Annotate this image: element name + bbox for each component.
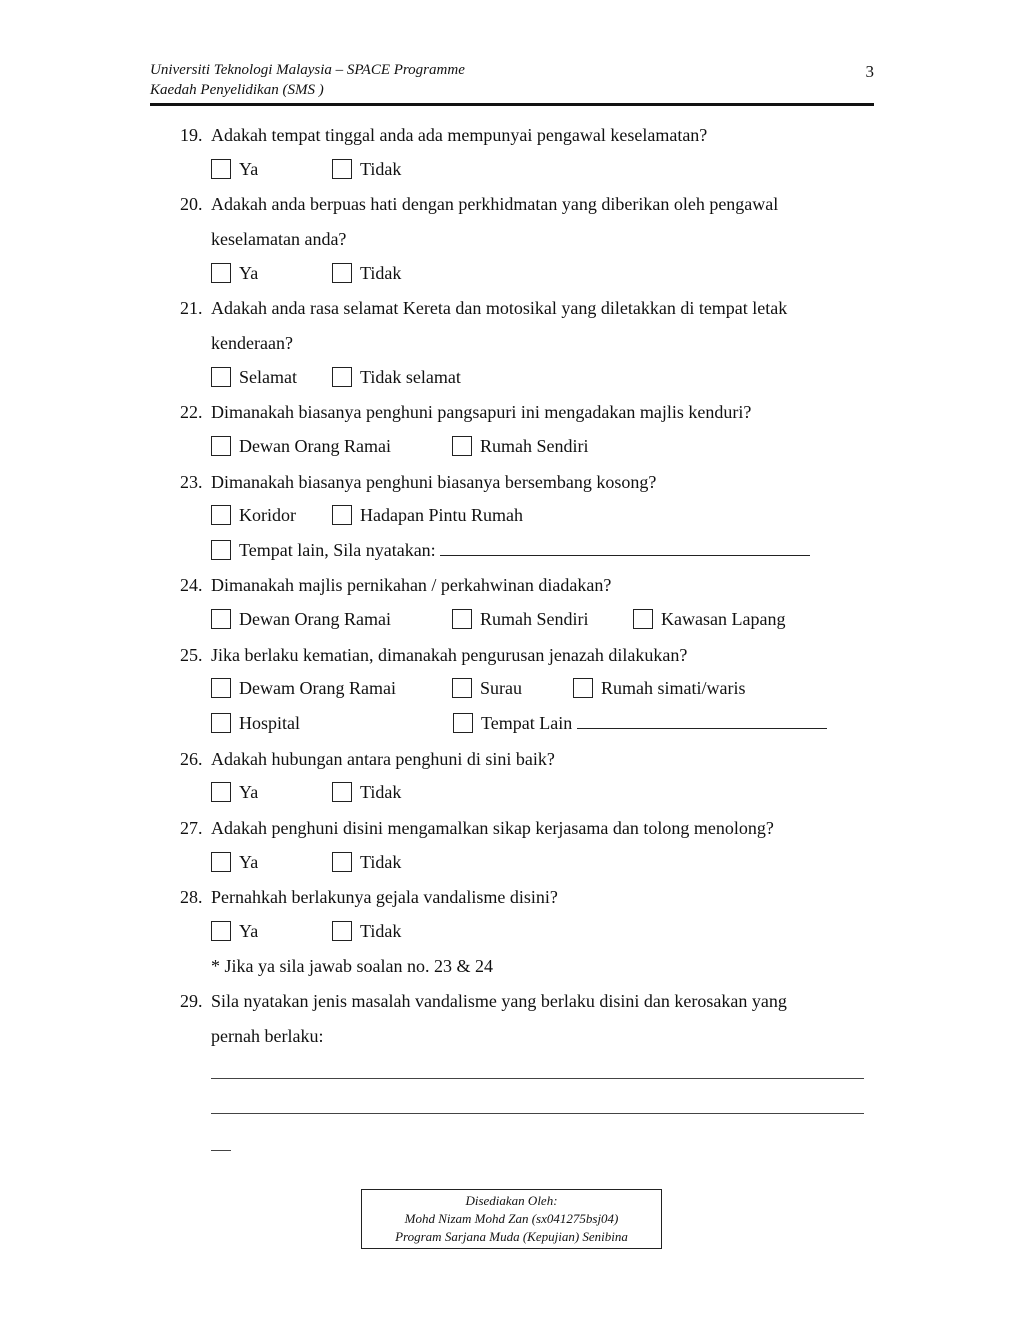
question-text-cont: kenderaan? (211, 333, 293, 353)
checkbox-q24-rumah[interactable] (452, 609, 472, 629)
option-label: Tempat lain, Sila nyatakan: (239, 539, 810, 561)
option-label: Tidak selamat (360, 367, 461, 387)
option-label: Ya (239, 782, 259, 802)
option-label: Rumah Sendiri (480, 609, 589, 629)
page-number: 3 (865, 62, 874, 81)
option-label: Kawasan Lapang (661, 609, 786, 629)
question-text: Sila nyatakan jenis masalah vandalisme yang berlaku disini dan kerosakan yang (211, 991, 787, 1011)
checkbox-q22-dewan[interactable] (211, 436, 231, 456)
checkbox-q23-lain[interactable] (211, 540, 231, 560)
question-25: 25. Jika berlaku kematian, dimanakah pengurusan jenazah dilakukan? (180, 645, 688, 665)
checkbox-q25-tempat-lain[interactable] (453, 713, 473, 733)
checkbox-q25-rumah-simati[interactable] (573, 678, 593, 698)
checkbox-q24-dewan[interactable] (211, 609, 231, 629)
checkbox-q20-ya[interactable] (211, 263, 231, 283)
checkbox-q21-selamat[interactable] (211, 367, 231, 387)
option-label: Tidak (360, 159, 402, 179)
checkbox-q27-ya[interactable] (211, 852, 231, 872)
question-text: Dimanakah biasanya penghuni pangsapuri ini mengadakan majlis kenduri? (211, 402, 752, 422)
option-label: Ya (239, 263, 259, 283)
question-text: Jika berlaku kematian, dimanakah pengurusan jenazah dilakukan? (211, 645, 688, 665)
answer-line-1[interactable] (211, 1078, 864, 1079)
footer-label: Disediakan Oleh: (465, 1193, 558, 1208)
checkbox-q19-ya[interactable] (211, 159, 231, 179)
option-label: Tidak (360, 263, 402, 283)
page-header (150, 60, 874, 106)
question-text: Adakah tempat tinggal anda ada mempunyai pengawal keselamatan? (211, 125, 708, 145)
question-23: 23. Dimanakah biasanya penghuni biasanya bersembang kosong? (180, 472, 657, 492)
question-text-cont: keselamatan anda? (211, 229, 347, 249)
checkbox-q28-ya[interactable] (211, 921, 231, 941)
question-21: 21. Adakah anda rasa selamat Kereta dan motosikal yang diletakkan di tempat letak (180, 298, 788, 318)
option-label: Ya (239, 921, 259, 941)
checkbox-q25-hospital[interactable] (211, 713, 231, 733)
checkbox-q26-ya[interactable] (211, 782, 231, 802)
question-text: Adakah penghuni disini mengamalkan sikap kerjasama dan tolong menolong? (211, 818, 774, 838)
question-text: Dimanakah biasanya penghuni biasanya bersembang kosong? (211, 472, 657, 492)
checkbox-q26-tidak[interactable] (332, 782, 352, 802)
checkbox-q25-dewam[interactable] (211, 678, 231, 698)
option-label: Tidak (360, 852, 402, 872)
option-label: Ya (239, 159, 259, 179)
question-text: Adakah hubungan antara penghuni di sini baik? (211, 749, 555, 769)
header-university: Universiti Teknologi Malaysia – SPACE Programme (150, 62, 465, 78)
option-label: Hospital (239, 713, 300, 733)
option-label: Dewan Orang Ramai (239, 609, 391, 629)
checkbox-q23-koridor[interactable] (211, 505, 231, 525)
checkbox-q24-kawasan[interactable] (633, 609, 653, 629)
question-27: 27. Adakah penghuni disini mengamalkan sikap kerjasama dan tolong menolong? (180, 818, 774, 838)
checkbox-q20-tidak[interactable] (332, 263, 352, 283)
option-label: Tidak (360, 921, 402, 941)
option-label: Tidak (360, 782, 402, 802)
checkbox-q19-tidak[interactable] (332, 159, 352, 179)
checkbox-q28-tidak[interactable] (332, 921, 352, 941)
answer-line-3[interactable] (211, 1150, 231, 1151)
option-label: Ya (239, 852, 259, 872)
checkbox-q22-rumah[interactable] (452, 436, 472, 456)
checkbox-q23-hadapan[interactable] (332, 505, 352, 525)
option-label: Koridor (239, 505, 296, 525)
question-text: Dimanakah majlis pernikahan / perkahwinan diadakan? (211, 575, 612, 595)
answer-blank-q23[interactable] (440, 539, 810, 556)
question-20: 20. Adakah anda berpuas hati dengan perkhidmatan yang diberikan oleh pengawal (180, 194, 779, 214)
question-note: * Jika ya sila jawab soalan no. 23 & 24 (211, 956, 493, 976)
checkbox-q27-tidak[interactable] (332, 852, 352, 872)
question-text: Adakah anda rasa selamat Kereta dan motosikal yang diletakkan di tempat letak (211, 298, 788, 318)
header-course: Kaedah Penyelidikan (SMS ) (150, 82, 324, 98)
option-label: Rumah Sendiri (480, 436, 589, 456)
question-text: Adakah anda berpuas hati dengan perkhidmatan yang diberikan oleh pengawal (211, 194, 779, 214)
option-label: Surau (480, 678, 522, 698)
checkbox-q25-surau[interactable] (452, 678, 472, 698)
checkbox-q21-tidak-selamat[interactable] (332, 367, 352, 387)
question-text: Pernahkah berlakunya gejala vandalisme disini? (211, 887, 558, 907)
footer-program: Program Sarjana Muda (Kepujian) Senibina (395, 1229, 628, 1244)
option-label: Tempat Lain (481, 712, 827, 734)
option-label: Hadapan Pintu Rumah (360, 505, 523, 525)
footer-author: Mohd Nizam Mohd Zan (sx041275bsj04) (404, 1211, 619, 1226)
question-text-cont: pernah berlaku: (211, 1026, 324, 1046)
question-29: 29. Sila nyatakan jenis masalah vandalisme yang berlaku disini dan kerosakan yang (180, 991, 787, 1011)
answer-line-2[interactable] (211, 1113, 864, 1114)
option-label: Rumah simati/waris (601, 678, 746, 698)
option-label: Dewam Orang Ramai (239, 678, 396, 698)
option-label: Selamat (239, 367, 297, 387)
question-28: 28. Pernahkah berlakunya gejala vandalisme disini? (180, 887, 558, 907)
question-22: 22. Dimanakah biasanya penghuni pangsapuri ini mengadakan majlis kenduri? (180, 402, 752, 422)
option-label: Dewan Orang Ramai (239, 436, 391, 456)
question-24: 24. Dimanakah majlis pernikahan / perkahwinan diadakan? (180, 575, 612, 595)
question-19: 19. Adakah tempat tinggal anda ada mempunyai pengawal keselamatan? (180, 125, 708, 145)
question-26: 26. Adakah hubungan antara penghuni di sini baik? (180, 749, 555, 769)
answer-blank-q25[interactable] (577, 712, 827, 729)
prepared-by-box (361, 1189, 662, 1249)
